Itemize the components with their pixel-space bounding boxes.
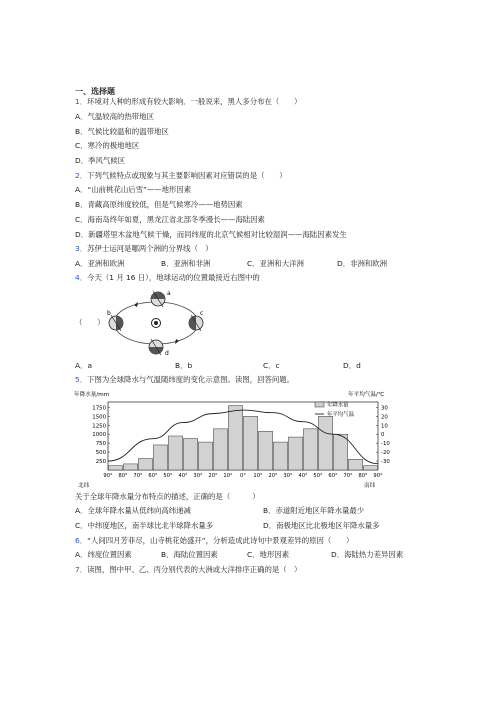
x-tick-label: 20° bbox=[208, 473, 218, 479]
section-title: 一、选择题 bbox=[75, 87, 115, 96]
precipitation-bar bbox=[258, 431, 272, 470]
question-6-option-d: D．海陆热力差异因素 bbox=[331, 550, 404, 559]
question-1-option-b: B．气候比较温和的温带地区 bbox=[75, 127, 169, 136]
question-6-option-c: C．地形因素 bbox=[247, 550, 290, 559]
x-tick-label: 10° bbox=[223, 473, 233, 479]
earth-position-right bbox=[189, 315, 203, 331]
question-6-number: 6． bbox=[75, 536, 88, 545]
question-2-option-b: B．青藏高原纬度较低，但是气候寒冷——地势因素 bbox=[75, 200, 243, 209]
precipitation-bar bbox=[303, 429, 317, 470]
chart-xlabel-south: 南纬 bbox=[364, 483, 376, 489]
legend-bar-swatch bbox=[315, 402, 324, 407]
question-4-option-a: A．a bbox=[75, 361, 92, 370]
question-6-option-a: A．纬度位置因素 bbox=[75, 550, 132, 559]
x-tick-label: 60° bbox=[148, 473, 158, 479]
y2-tick-label: 20 bbox=[381, 414, 388, 421]
question-4-option-d: D．d bbox=[343, 361, 361, 370]
precipitation-bar bbox=[198, 442, 212, 470]
question-4-option-c: C．c bbox=[263, 361, 280, 370]
question-5-text: 下图为全球降水与气温随纬度的变化示意图。读图，回答问题。 bbox=[87, 375, 295, 384]
earth-position-bottom bbox=[149, 339, 163, 355]
question-1-text: 环境对人种的形成有较大影响．一般说来，黑人多分布在（ ） bbox=[87, 97, 302, 106]
earth-position-left bbox=[109, 315, 123, 331]
y-tick-label: 250 bbox=[95, 459, 106, 466]
question-3-option-c: C．亚洲和大洋洲 bbox=[247, 259, 304, 268]
legend-temperature: 年平均气温 bbox=[327, 412, 354, 418]
question-7-number: 7． bbox=[75, 565, 88, 574]
question-5-substem: 关于全球年降水量分布特点的描述，正确的是（ ） bbox=[75, 492, 260, 501]
x-tick-label: 50° bbox=[163, 473, 173, 479]
question-5-options-row1 bbox=[75, 506, 364, 516]
precipitation-bar bbox=[318, 416, 332, 470]
precipitation-bar bbox=[153, 445, 167, 470]
question-6-option-b: B．海陆位置因素 bbox=[161, 550, 218, 559]
x-tick-label: 30° bbox=[193, 473, 203, 479]
y-tick-label: 750 bbox=[95, 441, 106, 448]
question-2-option-a: A．“山前桃花山后雪”——地形因素 bbox=[75, 185, 192, 194]
precipitation-bar bbox=[123, 464, 137, 470]
y2-tick-label: 10 bbox=[381, 423, 388, 430]
chart-legend bbox=[315, 401, 355, 419]
question-6-stem bbox=[75, 536, 353, 546]
question-5-stem bbox=[75, 375, 294, 385]
orbit-arrow-icon bbox=[175, 339, 179, 344]
x-tick-label: 80° bbox=[358, 473, 368, 479]
x-tick-label: 10° bbox=[253, 473, 263, 479]
x-tick-label: 80° bbox=[118, 473, 128, 479]
question-3-text: 苏伊士运河是哪两个洲的分界线（ ） bbox=[87, 244, 213, 253]
chart-left-ticks bbox=[92, 405, 110, 465]
precipitation-bar bbox=[288, 437, 302, 470]
question-3-stem bbox=[75, 244, 213, 254]
question-2-stem bbox=[75, 171, 287, 181]
question-5-option-a: A．全球年降水量从低纬向高纬递减 bbox=[75, 506, 191, 515]
question-2-number: 2． bbox=[75, 171, 88, 180]
question-1-option-c: C．寒冷的极地地区 bbox=[75, 141, 140, 150]
figure-label-c: c bbox=[200, 310, 204, 317]
question-6-options bbox=[75, 550, 403, 560]
y-tick-label: 1750 bbox=[92, 405, 106, 412]
question-4-options bbox=[75, 361, 361, 371]
y2-tick-label: 0 bbox=[381, 432, 385, 439]
chart-y2label: 年平均气温/℃ bbox=[348, 392, 385, 398]
x-tick-label: 40° bbox=[178, 473, 188, 479]
x-tick-label: 90° bbox=[373, 473, 383, 479]
earth-position-top bbox=[151, 291, 165, 307]
question-5-option-c: C．中纬度地区，南半球比北半球降水量多 bbox=[75, 521, 214, 530]
chart-ylabel: 年降水量/mm bbox=[74, 392, 110, 398]
question-1-stem bbox=[75, 97, 301, 107]
question-1-option-a: A．气温较高的热带地区 bbox=[75, 112, 154, 121]
question-4-paren: （ ） bbox=[75, 318, 105, 327]
x-tick-label: 30° bbox=[283, 473, 293, 479]
question-5-number: 5． bbox=[75, 375, 88, 384]
figure-label-b: b bbox=[107, 310, 111, 317]
question-3-option-a: A．亚洲和欧洲 bbox=[75, 259, 125, 268]
y2-tick-label: 30 bbox=[381, 405, 388, 412]
y-tick-label: 500 bbox=[95, 450, 106, 457]
question-7-stem bbox=[75, 565, 301, 575]
precipitation-bar bbox=[348, 459, 362, 470]
y-tick-label: 1250 bbox=[92, 423, 106, 430]
question-4-stem bbox=[75, 273, 260, 283]
x-tick-label: 90° bbox=[103, 473, 113, 479]
precipitation-bar bbox=[108, 466, 122, 470]
precipitation-bar bbox=[363, 466, 377, 470]
y-tick-label: 1500 bbox=[92, 414, 106, 421]
earth-orbit-diagram bbox=[106, 285, 206, 357]
chart-xlabel-north: 北纬 bbox=[78, 483, 90, 489]
precipitation-bar bbox=[183, 439, 197, 470]
y2-tick-label: -30 bbox=[381, 459, 390, 466]
question-5-options-row2 bbox=[75, 521, 380, 531]
y-tick-label: 1000 bbox=[92, 432, 106, 439]
question-3-options bbox=[75, 259, 387, 269]
x-tick-label: 50° bbox=[313, 473, 323, 479]
question-5-option-d: D．南极地区比北极地区年降水量多 bbox=[263, 521, 380, 530]
question-2-text: 下列气候特点或现象与其主要影响因素对应错误的是（ ） bbox=[87, 171, 287, 180]
question-1-option-d: D．季风气候区 bbox=[75, 156, 126, 165]
question-2-option-d: D．新疆塔里木盆地气候干燥，而同纬度的北京气候相对比较湿润——海陆因素发生 bbox=[75, 230, 347, 239]
figure-label-a: a bbox=[167, 290, 171, 297]
legend-precipitation: 年降水量 bbox=[327, 402, 349, 409]
chart-x-ticks bbox=[103, 473, 383, 479]
y2-tick-label: -20 bbox=[381, 450, 390, 457]
precipitation-bar bbox=[168, 436, 182, 470]
y2-tick-label: -10 bbox=[381, 441, 390, 448]
x-tick-label: 60° bbox=[328, 473, 338, 479]
question-3-number: 3． bbox=[75, 244, 88, 253]
x-tick-label: 70° bbox=[133, 473, 143, 479]
precipitation-bar bbox=[138, 459, 152, 470]
question-1-number: 1． bbox=[75, 97, 88, 106]
question-4-number: 4． bbox=[75, 273, 88, 282]
question-4-text: 今天（1 月 16 日），地球运动的位置最接近右图中的 bbox=[87, 273, 260, 282]
question-3-option-d: D．非洲和欧洲 bbox=[337, 259, 388, 268]
x-tick-label: 20° bbox=[268, 473, 278, 479]
question-6-text: “人间四月芳菲尽，山寺桃花始盛开”，分析造成此诗句中景观差异的原因（ ） bbox=[87, 536, 354, 545]
question-2-option-c: C．海南岛终年如夏，黑龙江省北部冬季漫长——海陆因素 bbox=[75, 215, 265, 224]
question-3-option-b: B．亚洲和非洲 bbox=[161, 259, 211, 268]
x-tick-label: 70° bbox=[343, 473, 353, 479]
precipitation-bar bbox=[333, 434, 347, 470]
precipitation-bar bbox=[273, 442, 287, 470]
x-tick-label: 40° bbox=[298, 473, 308, 479]
precipitation-bar bbox=[228, 406, 242, 470]
precipitation-bar bbox=[243, 416, 257, 470]
question-4-option-b: B．b bbox=[175, 361, 193, 370]
precipitation-bar bbox=[213, 429, 227, 470]
x-tick-label: 0° bbox=[240, 473, 246, 479]
question-5-option-b: B．赤道附近地区年降水量最少 bbox=[263, 506, 365, 515]
precipitation-temperature-chart bbox=[72, 388, 398, 490]
question-7-text: 读图，图中甲、乙、丙分别代表的大洲或大洋排序正确的是（ ） bbox=[87, 565, 302, 574]
figure-label-d: d bbox=[165, 350, 169, 357]
